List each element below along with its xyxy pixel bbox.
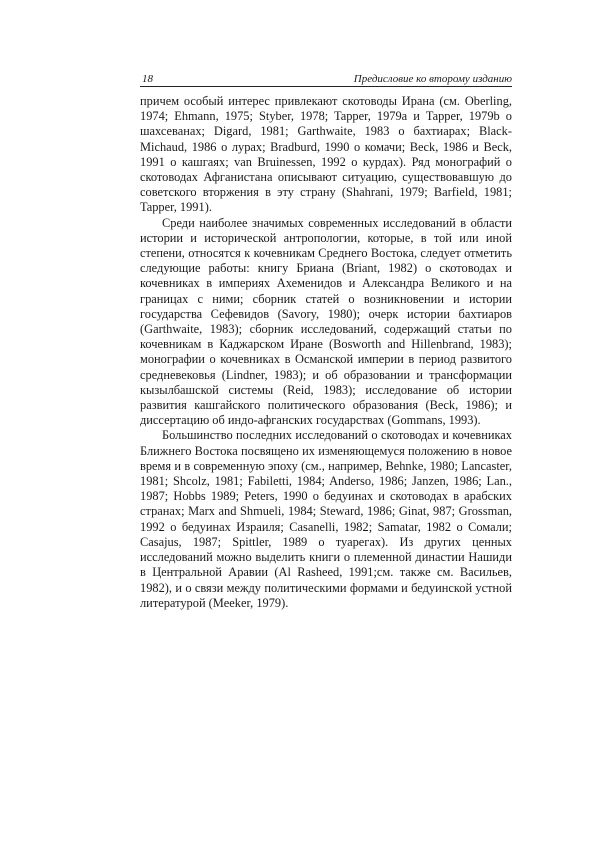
running-header — [140, 72, 512, 86]
paragraph-3: Большинство последних исследований о скотоводах и кочевниках Ближнего Востока посвящено их изменяющемуся положению в новое время и в современную эпоху (см., например, Behnke, 1980; Lancaster, 1981; Shcolz, 1981; Fabiletti, 1984; Anderso, 1986; Janzen, 1986; Lan., 1987; Hobbs 1989; Peters, 1990 о бедуинах и скотоводах в арабских странах; Marx and Shmueli, 1984; Steward, 1986; Ginat, 987; Grossman, 1992 о бедуинах Израиля; Casanelli, 1982; Samatar, 1982 о Сомали; Casajus, 1987; Spittler, 1989 о туарегах). Из других ценных исследований можно выделить книги о племенной династии Нашиди в Центральной Аравии (Al Rasheed, 1991;см. также см. Васильев, 1982), и о связи между политическими формами и бедуинской устной литературой (Meeker, 1979). — [140, 428, 512, 610]
header-rule — [140, 86, 512, 87]
page-number: 18 — [142, 73, 153, 85]
body-text — [140, 94, 512, 611]
paragraph-2: Среди наиболее значимых современных исследований в области истории и исторической антропологии, которые, в той или иной степени, относятся к кочевникам Среднего Востока, следует отметить следующие работы: книгу Бриана (Briant, 1982) о скотоводах и кочевниках в империях Ахеменидов и Александра Великого и на границах с ними; сборник статей о возникновении и истории государства Сефевидов (Savory, 1980); очерк истории бахтиаров (Garthwaite, 1983); сборник исследований, содержащий статьи по кочевникам в Каджарском Иране (Bosworth and Hillenbrand, 1983); монографии о кочевниках в Османской империи в период развитого средневековья (Lindner, 1983); и об образовании и трансформации кызылбашской системы (Reid, 1983); исследование об истории развития кашгайского политического образования (Beck, 1986); и диссертацию об индо-афганских государствах (Gommans, 1993). — [140, 215, 512, 428]
paragraph-1: причем особый интерес привлекают скотоводы Ирана (см. Oberling, 1974; Ehmann, 1975; Styber, 1978; Tapper, 1979a и Tapper, 1979b о шахсеванах; Digard, 1981; Garthwaite, 1983 о бахтиарах; Black-Michaud, 1986 о лурах; Bradburd, 1990 о комачи; Beck, 1986 и Beck, 1991 о кашгаях; van Bruinessen, 1992 о курдах). Ряд монографий о скотоводах Афганистана описывают ситуацию, существовавшую до советского вторжения в эту страну (Shahrani, 1979; Barfield, 1981; Tapper, 1991). — [140, 94, 512, 215]
running-title: Предисловие ко второму изданию — [353, 73, 512, 85]
